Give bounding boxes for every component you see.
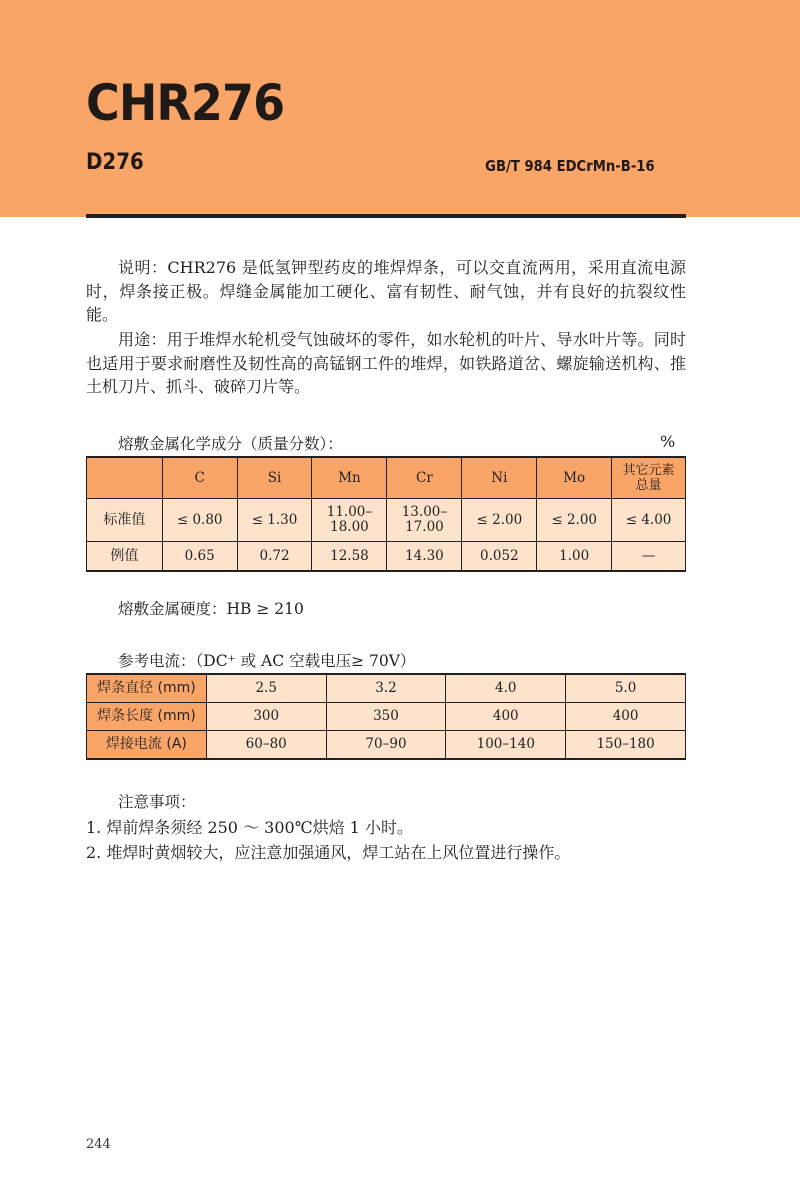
table-row xyxy=(87,499,686,542)
current-condition: （DC⁺ 或 AC 空载电压≥ 70V） xyxy=(195,652,416,670)
table-cell: 2.5 xyxy=(206,674,326,703)
composition-title: 熔敷金属化学成分（质量分数）： xyxy=(118,435,343,453)
current-table xyxy=(86,673,686,760)
product-subtitle: D276 xyxy=(86,150,144,175)
table-cell: ≤ 2.00 xyxy=(537,499,612,542)
table-row xyxy=(87,674,686,703)
table-cell: ≤ 2.00 xyxy=(462,499,537,542)
header-cell: Si xyxy=(237,457,312,499)
product-title: CHR276 xyxy=(86,74,285,132)
hardness-value: HB ≥ 210 xyxy=(226,600,304,618)
row-label: 例值 xyxy=(87,542,163,572)
usage-paragraph xyxy=(86,328,686,399)
table-cell: 3.2 xyxy=(326,674,446,703)
table-cell: 0.72 xyxy=(237,542,312,572)
page-number: 244 xyxy=(86,1137,111,1152)
table-cell: 400 xyxy=(446,703,566,731)
notes-title: 注意事项： xyxy=(118,793,196,811)
table-cell: 13.00–17.00 xyxy=(387,499,462,542)
hardness-line xyxy=(118,597,304,619)
note-item: 2. 堆焊时黄烟较大，应注意加强通风，焊工站在上风位置进行操作。 xyxy=(86,843,571,862)
composition-header-row xyxy=(87,457,686,499)
description-paragraph xyxy=(86,256,686,327)
table-cell: 5.0 xyxy=(566,674,686,703)
table-cell: 70–90 xyxy=(326,731,446,760)
row-label: 焊条长度 (mm) xyxy=(87,703,207,731)
current-label: 参考电流： xyxy=(118,652,196,670)
table-cell: 300 xyxy=(206,703,326,731)
table-cell: — xyxy=(612,542,686,572)
header-cell xyxy=(87,457,163,499)
table-cell: 12.58 xyxy=(312,542,387,572)
usage-text: 用于堆焊水轮机受气蚀破坏的零件，如水轮机的叶片、导水叶片等。同时也适用于要求耐磨性及韧性高的高锰钢工件的堆焊，如铁路道岔、螺旋输送机构、推土机刀片、抓斗、破碎刀片等。 xyxy=(86,330,686,396)
description-text: CHR276 是低氢钾型药皮的堆焊焊条，可以交直流两用，采用直流电源时，焊条接正极。焊缝金属能加工硬化、富有韧性、耐气蚀，并有良好的抗裂纹性能。 xyxy=(86,258,686,324)
table-cell: 4.0 xyxy=(446,674,566,703)
composition-table xyxy=(86,456,686,572)
table-row xyxy=(87,703,686,731)
row-label: 焊条直径 (mm) xyxy=(87,674,207,703)
description-label: 说明： xyxy=(118,258,168,277)
header-cell: Mo xyxy=(537,457,612,499)
table-cell: 400 xyxy=(566,703,686,731)
header-cell: 其它元素总量 xyxy=(612,457,686,499)
current-line xyxy=(118,649,415,671)
usage-label: 用途： xyxy=(118,330,167,349)
row-label: 焊接电流 (A) xyxy=(87,731,207,760)
table-cell: 11.00–18.00 xyxy=(312,499,387,542)
table-cell: 0.65 xyxy=(162,542,237,572)
note-item: 1. 焊前焊条须经 250 ～ 300℃烘焙 1 小时。 xyxy=(86,818,413,837)
table-cell: 1.00 xyxy=(537,542,612,572)
header-cell: Cr xyxy=(387,457,462,499)
table-cell: 14.30 xyxy=(387,542,462,572)
hardness-label: 熔敷金属硬度： xyxy=(118,600,227,618)
header-cell: C xyxy=(162,457,237,499)
header-cell: Mn xyxy=(312,457,387,499)
table-row xyxy=(87,731,686,760)
table-row xyxy=(87,542,686,572)
row-label: 标准值 xyxy=(87,499,163,542)
composition-unit: % xyxy=(660,432,676,451)
table-cell: ≤ 1.30 xyxy=(237,499,312,542)
table-cell: 0.052 xyxy=(462,542,537,572)
table-cell: ≤ 0.80 xyxy=(162,499,237,542)
table-cell: 60–80 xyxy=(206,731,326,760)
table-cell: ≤ 4.00 xyxy=(612,499,686,542)
header-rule xyxy=(86,214,686,218)
notes-section xyxy=(86,790,571,865)
table-cell: 350 xyxy=(326,703,446,731)
standard-code: GB/T 984 EDCrMn-B-16 xyxy=(485,157,655,175)
header-cell: Ni xyxy=(462,457,537,499)
table-cell: 100–140 xyxy=(446,731,566,760)
table-cell: 150–180 xyxy=(566,731,686,760)
